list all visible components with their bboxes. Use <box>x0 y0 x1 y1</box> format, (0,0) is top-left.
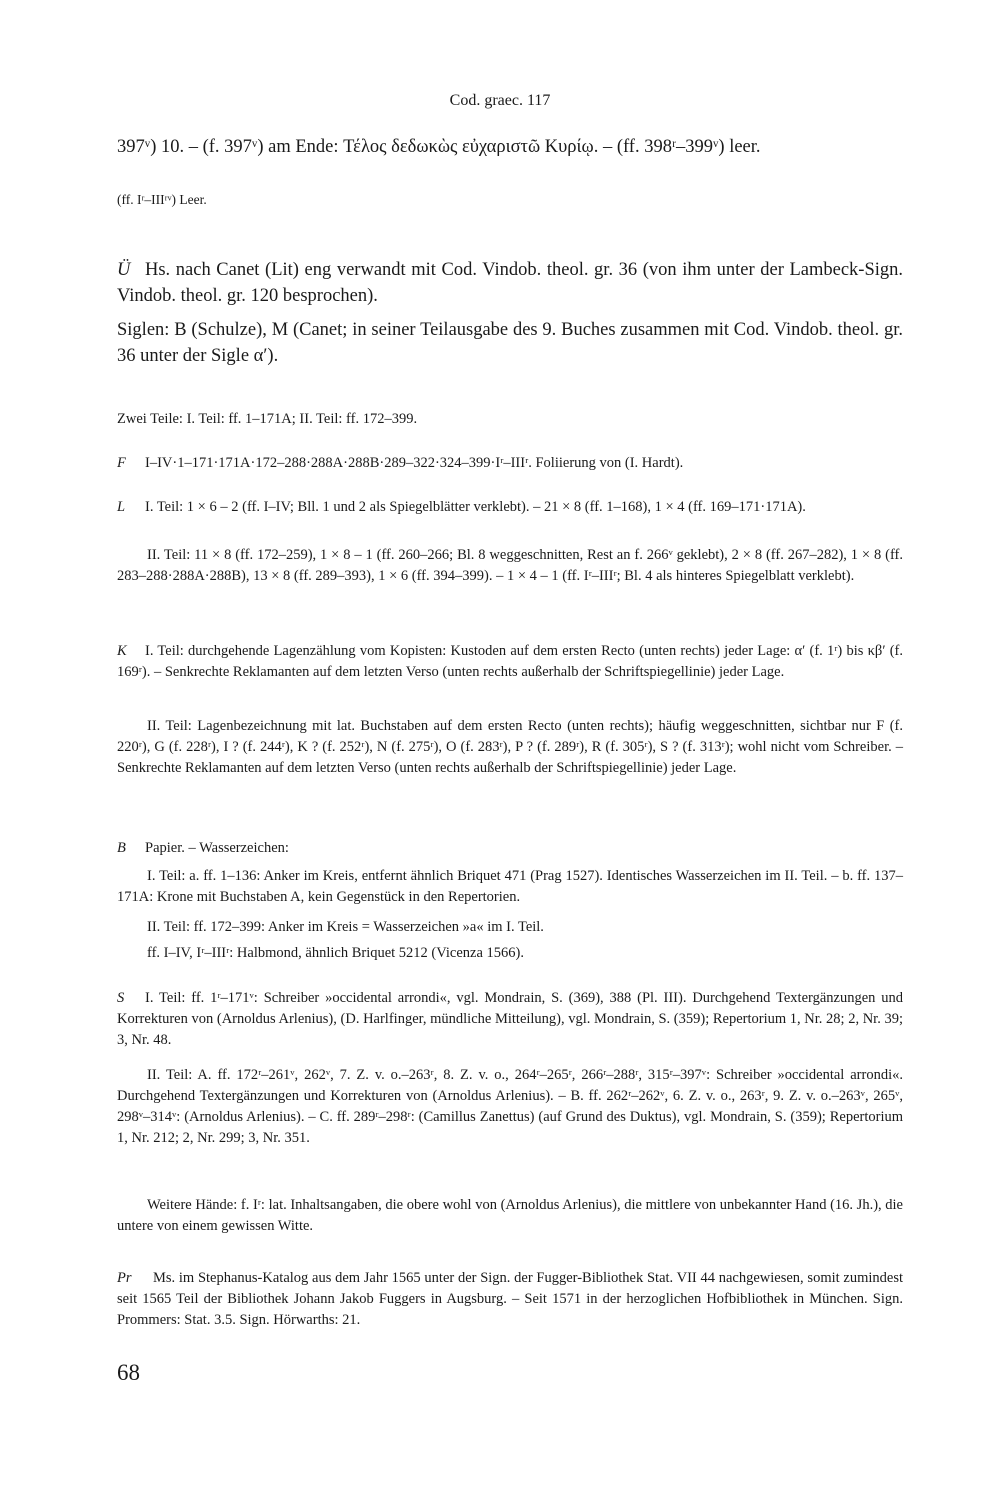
l-section-paragraph-2: II. Teil: 11 × 8 (ff. 172–259), 1 × 8 – 1 (ff. 260–266; Bl. 8 weggeschnitten, Rest an f. 266ᵛ geklebt), 2 × 8 (ff. 267–282), 1 × 8 (ff. 283–288·288A·288B), 13 × 8 (ff. 289–393), 1 × 6 (ff. 394–399). – 1 × 4 – 1 (ff. Iʳ–IIIʳ; Bl. 4 als hinteres Spiegelblatt verklebt). <box>117 547 903 584</box>
pr-section <box>117 1268 903 1331</box>
b-marker: B <box>117 840 126 856</box>
b-section-paragraph-4: ff. I–IV, Iʳ–IIIʳ: Halbmond, ähnlich Briquet 5212 (Vicenza 1566). <box>147 945 524 961</box>
u-marker: Ü <box>117 260 131 280</box>
page-number: 68 <box>117 1360 140 1385</box>
u-section-paragraph-1 <box>117 257 903 309</box>
b-section-paragraph-3: II. Teil: ff. 172–399: Anker im Kreis = Wasserzeichen »a« im I. Teil. <box>147 919 544 935</box>
k-section-paragraph-1 <box>117 641 903 683</box>
pr-text: Ms. im Stephanus-Katalog aus dem Jahr 1565 unter der Sign. der Fugger-Bibliothek Stat. VII 44 nachgewiesen, somit zumindest seit 1565 Teil der Bibliothek Johann Jakob Fuggers in Augsburg. – Seit 1571 in der herzoglichen Hofbibliothek in München. Sign. Prommers: Stat. 3.5. Sign. Hörwarths: 21. <box>117 1270 903 1328</box>
s-section-paragraph-2: II. Teil: A. ff. 172ʳ–261ᵛ, 262ᵛ, 7. Z. v. o.–263ʳ, 8. Z. v. o., 264ʳ–265ʳ, 266ʳ–288ʳ, 315ʳ–397ᵛ: Schreiber »occidental arrondi«. Durchgehend Textergänzungen und Korrekturen von (Arnoldus Arlenius). – B. ff. 262ʳ–262ᵛ, 6. Z. v. o., 263ʳ, 9. Z. v. o.–263ᵛ, 265ᵛ, 298ᵛ–314ᵛ: (Arnoldus Arlenius). – C. ff. 289ʳ–298ʳ: (Camillus Zanettus) (auf Grund des Duktus), vgl. Mondrain, S. (359); Repertorium 1, Nr. 212; 2, Nr. 299; 3, Nr. 351. <box>117 1067 903 1146</box>
f-text: I–IV·1–171·171A·172–288·288A·288B·289–322·324–399·Iʳ–IIIʳ. Foliierung von (I. Hardt). <box>145 455 684 471</box>
k-text-1: I. Teil: durchgehende Lagenzählung vom Kopisten: Kustoden auf dem ersten Recto (unten rechts) jeder Lage: α′ (f. 1ʳ) bis κβ′ (f. 169ʳ). – Senkrechte Reklamanten auf dem letzten Verso (unten rechts außerhalb der Schriftspiegellinie) jeder Lage. <box>117 643 903 680</box>
f-section <box>117 453 903 474</box>
s-section-paragraph-1 <box>117 988 903 1051</box>
pr-marker: Pr <box>117 1270 132 1286</box>
k-marker: K <box>117 643 127 659</box>
l-text-1: I. Teil: 1 × 6 – 2 (ff. I–IV; Bll. 1 und 2 als Spiegelblätter verklebt). – 21 × 8 (ff. 1–168), 1 × 4 (ff. 169–171·171A). <box>145 499 806 515</box>
f-marker: F <box>117 455 126 471</box>
b-section-paragraph-2: I. Teil: a. ff. 1–136: Anker im Kreis, entfernt ähnlich Briquet 471 (Prag 1527). Identisches Wasserzeichen im II. Teil. – b. ff. 137–171A: Krone mit Buchstaben A, kein Gegenstück in den Repertorien. <box>117 868 903 905</box>
k-section-paragraph-2: II. Teil: Lagenbezeichnung mit lat. Buchstaben auf dem ersten Recto (unten rechts); häufig weggeschnitten, sichtbar nur F (f. 220ʳ), G (f. 228ʳ), I ? (f. 244ʳ), K ? (f. 252ʳ), N (f. 275ʳ), O (f. 283ʳ), P ? (f. 289ʳ), R (f. 305ʳ), S ? (f. 313ʳ); wohl nicht vom Schreiber. – Senkrechte Reklamanten auf dem letzten Verso (unten rechts außerhalb der Schriftspiegellinie) jeder Lage. <box>117 718 903 776</box>
zwei-teile: Zwei Teile: I. Teil: ff. 1–171A; II. Teil: ff. 172–399. <box>117 411 418 427</box>
l-section-paragraph-1 <box>117 497 903 518</box>
b-section-paragraph-1 <box>117 838 903 859</box>
b-text-1: Papier. – Wasserzeichen: <box>145 840 289 856</box>
u-section-paragraph-2: Siglen: B (Schulze), M (Canet; in seiner Teilausgabe des 9. Buches zusammen mit Cod. Vindob. theol. gr. 36 unter der Sigle α′). <box>117 320 903 366</box>
s-section-paragraph-3: Weitere Hände: f. Iʳ: lat. Inhaltsangaben, die obere wohl von (Arnoldus Arlenius), die mittlere von unbekannter Hand (16. Jh.), die untere von einem gewissen Witte. <box>117 1197 903 1234</box>
intro-line-2: (ff. Iʳ–IIIʳᵛ) Leer. <box>117 192 207 207</box>
u-text-1: Hs. nach Canet (Lit) eng verwandt mit Cod. Vindob. theol. gr. 36 (von ihm unter der Lambeck-Sign. Vindob. theol. gr. 120 besprochen). <box>117 260 903 306</box>
running-head: Cod. graec. 117 <box>449 92 551 109</box>
s-marker: S <box>117 990 125 1006</box>
s-text-1: I. Teil: ff. 1ʳ–171ᵛ: Schreiber »occidental arrondi«, vgl. Mondrain, S. (369), 388 (Pl. III). Durchgehend Textergänzungen und Korrekturen von (Arnoldus Arlenius), (D. Harlfinger, mündliche Mitteilung), vgl. Mondrain, S. (359); Repertorium 1, Nr. 28; 2, Nr. 39; 3, Nr. 48. <box>117 990 903 1048</box>
l-marker: L <box>117 499 126 515</box>
intro-line-1: 397ᵛ) 10. – (f. 397ᵛ) am Ende: Τέλος δεδωκὼς εὐχαριστῶ Κυρίῳ. – (ff. 398ʳ–399ᵛ) leer. <box>117 137 761 157</box>
